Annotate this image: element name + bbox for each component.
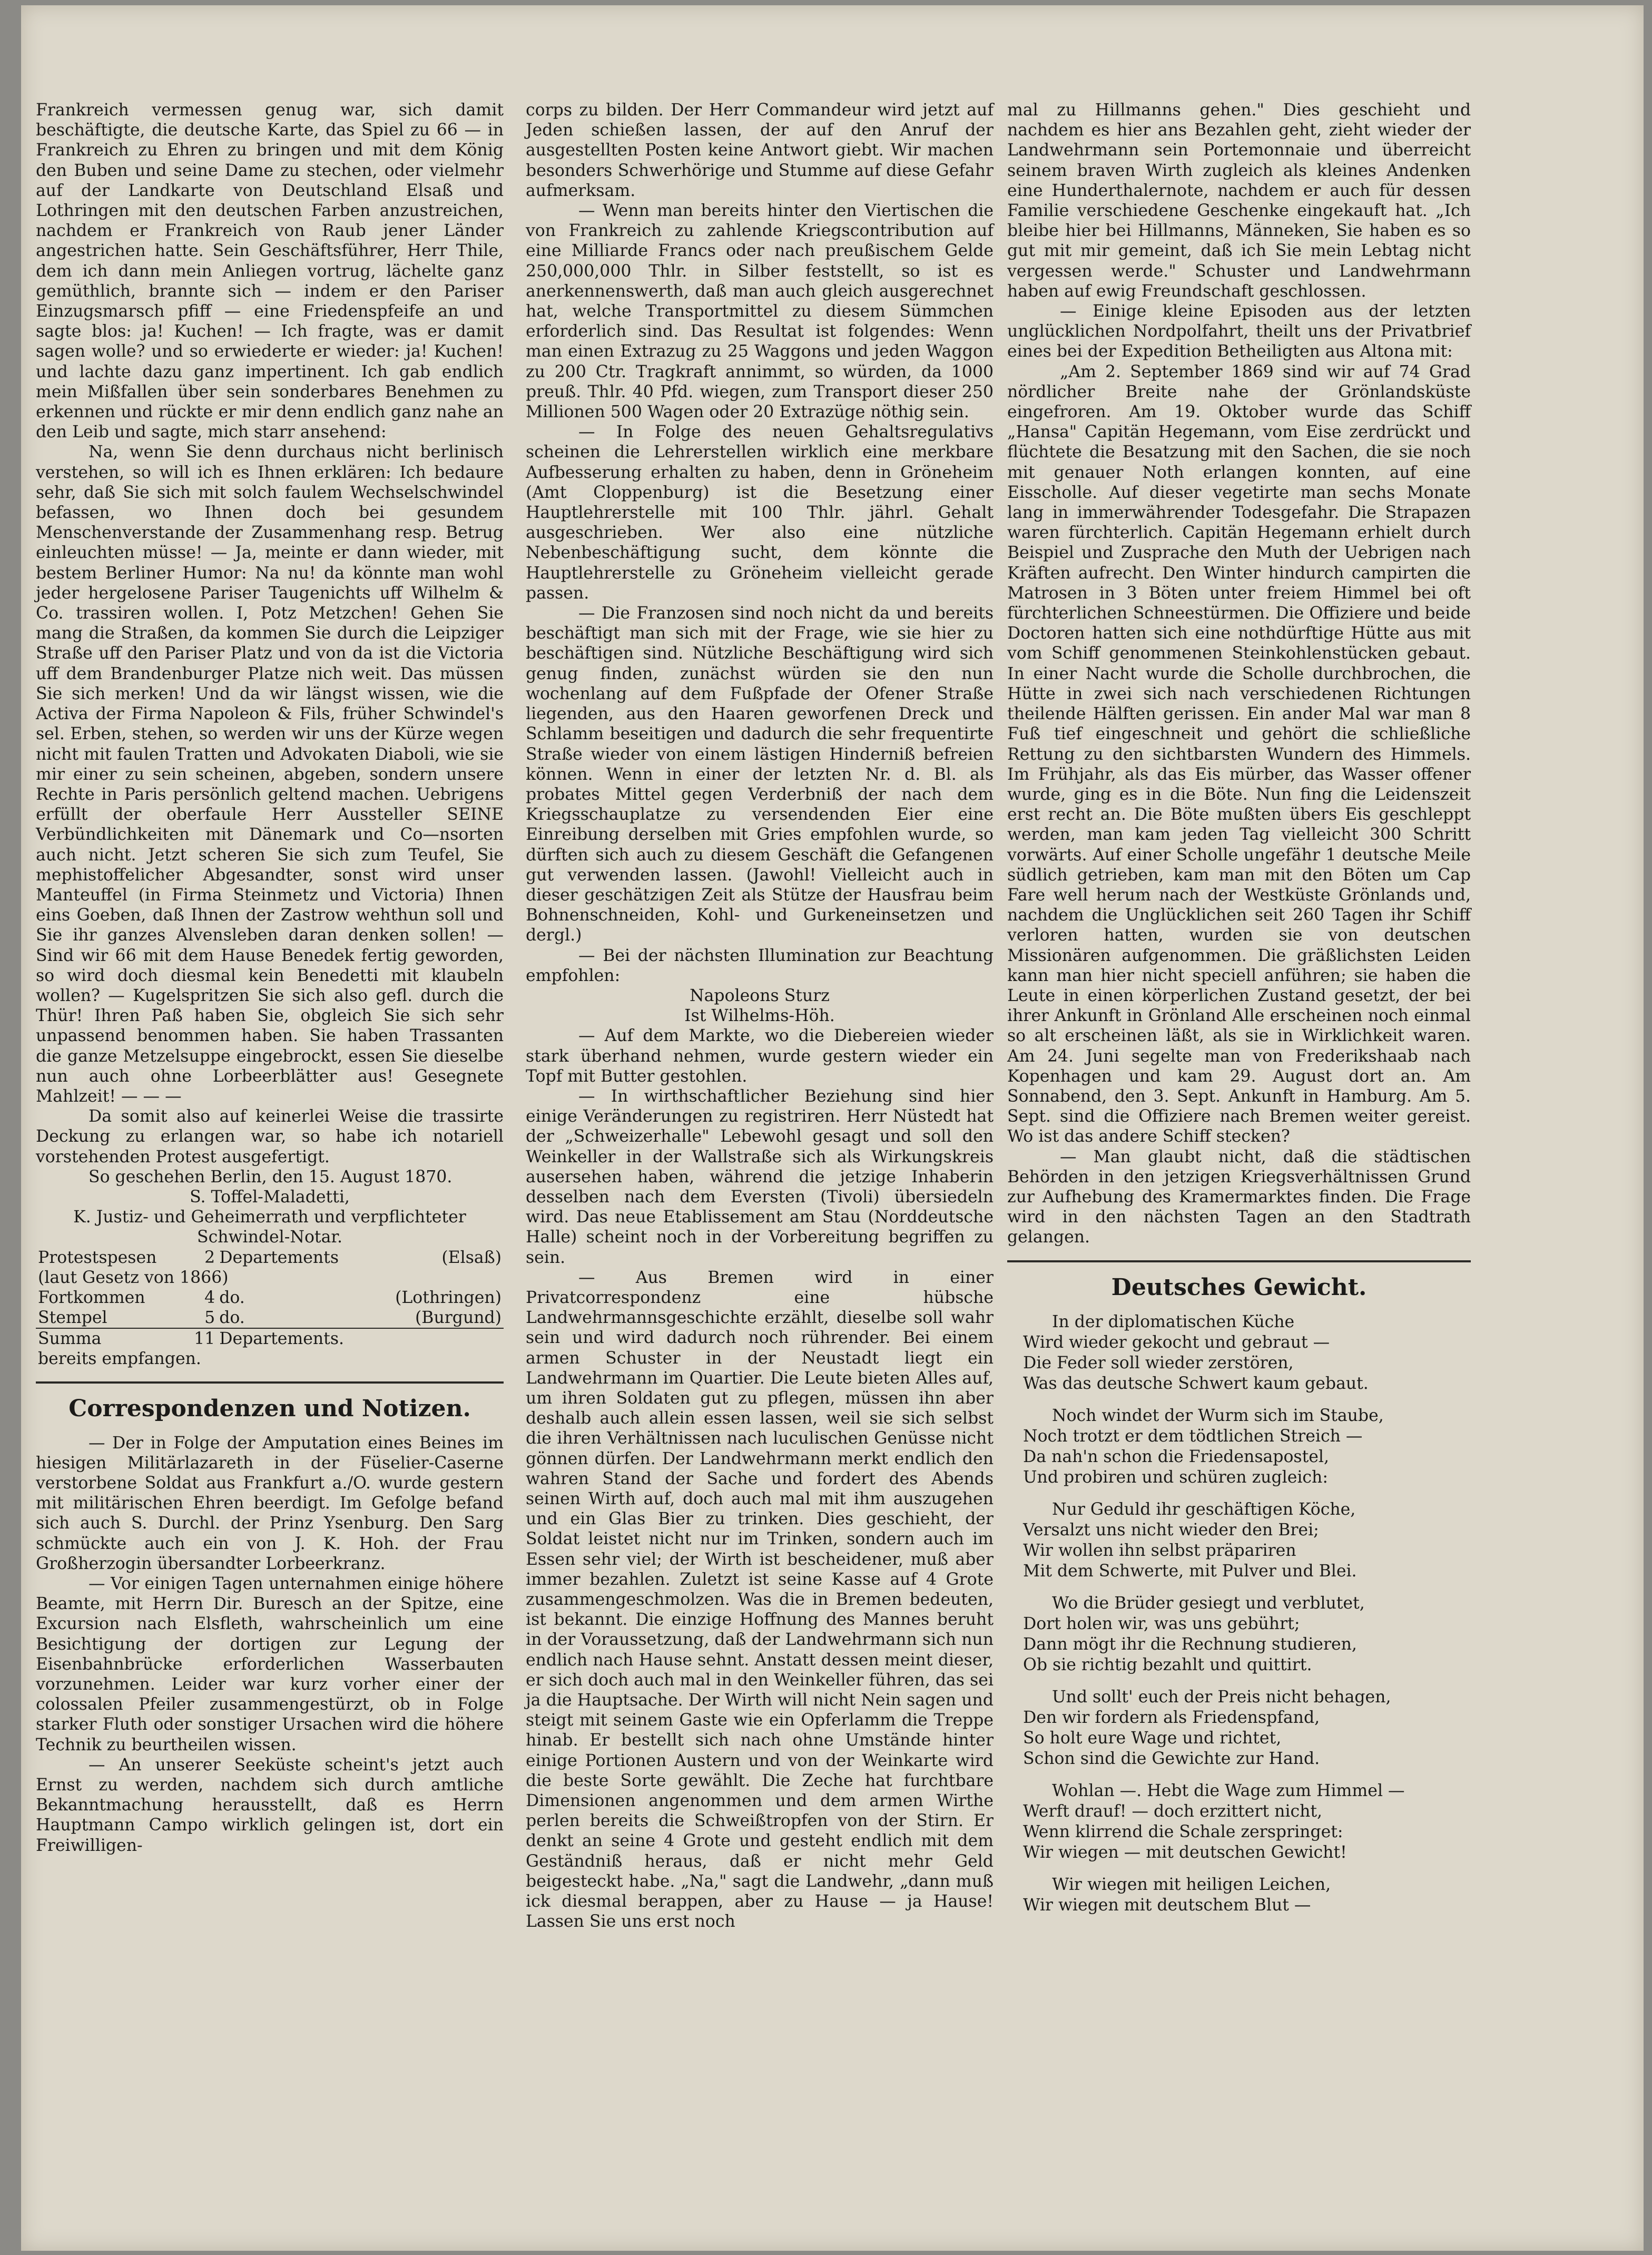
news-item: — Bei der nächsten Illumination zur Beachtung empfohlen: <box>526 946 994 985</box>
cost-note: (laut Gesetz von 1866) <box>38 1268 229 1287</box>
poem-line: Schon sind die Gewichte zur Hand. <box>1023 1749 1320 1768</box>
column-middle <box>526 100 994 1932</box>
news-item: — In wirthschaftlicher Beziehung sind hier einige Veränderungen zu registriren. Herr Nüstedt hat der „Schweizerhalle" Lebewohl gesagt und soll den Weinkeller in der Wallstraße sich als Wirkungskreis ausersehen haben, während die jetzige Inhaberin desselben nach dem Eversten (Tivoli) übersiedeln wird. Das neue Etablissement am Stau (Norddeutsche Halle) scheint noch in der Vorbereitung begriffen zu sein. <box>526 1086 994 1267</box>
place-date-line: So geschehen Berlin, den 15. August 1870. <box>88 1167 453 1187</box>
poem-line: Wir wiegen — mit deutschen Gewicht! <box>1023 1842 1347 1862</box>
signature-name: S. Toffel-Maladetti, <box>190 1187 350 1207</box>
cost-label: Stempel <box>36 1308 186 1328</box>
poem-line: Wo die Brüder gesiegt und verblutet, <box>1052 1593 1365 1613</box>
cost-unit: do. <box>219 1288 245 1307</box>
illumination-line: Ist Wilhelms-Höh. <box>684 1006 835 1026</box>
protest-cost-table <box>36 1248 504 1369</box>
poem-line: Dann mögt ihr die Rechnung studieren, <box>1023 1634 1357 1654</box>
cost-region: (Lothringen) <box>395 1288 502 1307</box>
cost-unit: Departements <box>219 1248 339 1267</box>
poem-stanza <box>1023 1499 1471 1582</box>
section-title: Correspondenzen und Notizen. <box>68 1395 471 1422</box>
cost-number: 5 <box>186 1308 217 1328</box>
cost-unit: do. <box>217 1308 368 1328</box>
poem-stanza <box>1023 1687 1471 1769</box>
news-item: — Der in Folge der Amputation eines Beines im hiesigen Militärlazareth in der Füselier-Caserne verstorbene Soldat aus Frankfurt a./O. wurde gestern mit militärischen Ehren beerdigt. Im Gefolge befand sich auch S. Durchl. der Prinz Ysenburg. Den Sarg schmückte auch ein von J. K. Hoh. der Frau Großherzogin übersandter Lorbeerkranz. <box>36 1433 504 1573</box>
poem-line: In der diplomatischen Küche <box>1052 1312 1295 1331</box>
news-item: — Die Franzosen sind noch nicht da und bereits beschäftigt man sich mit der Frage, wie sie hier zu beschäftigen sind. Nützliche Beschäftigung wird sich genug finden, zunächst würden sie den nun wochenlang auf dem Fußpfade der Ofener Straße liegenden, aus den Haaren geworfenen Dreck und Schlamm beseitigen und dadurch die sehr frequentirte Straße wieder von einem lästigen Hinderniß befreien können. Wenn in einer der letzten Nr. d. Bl. als probates Mittel gegen Verderbniß der nach dem Kriegsschauplatze zu versendenden Eier eine Einreibung derselben mit Gries empfohlen wurde, so dürften sich auch zu diesem Geschäft die Gefangenen gut verwenden lassen. (Jawohl! Vielleicht auch in dieser geschätzigen Zeit als Stütze der Hausfrau beim Bohnenschneiden, Kohl- und Gurkeneinsetzen und dergl.) <box>526 604 994 945</box>
poem-line: Wird wieder gekocht und gebraut — <box>1023 1332 1330 1352</box>
table-row <box>36 1328 504 1349</box>
news-item: — Wenn man bereits hinter den Viertischen die von Frankreich zu zahlende Kriegscontribution auf eine Milliarde Francs oder nach preußischem Gelde 250,000,000 Thlr. in Silber feststellt, so ist es anerkennenswerth, daß man auch gleich ausgerechnet hat, welche Transportmittel zu diesem Sümmchen erforderlich sind. Das Resultat ist folgendes: Wenn man einen Extrazug zu 25 Waggons und jeden Waggon zu 200 Ctr. Tragkraft annimmt, so würden, da 1000 preuß. Thlr. 40 Pfd. wiegen, zum Transport dieser 250 Millionen 500 Wagen oder 20 Extrazüge nöthig sein. <box>526 201 994 422</box>
table-row <box>36 1349 504 1369</box>
poem-line: Wir wiegen mit deutschem Blut — <box>1023 1895 1311 1915</box>
column-left <box>36 100 504 1856</box>
newspaper-page <box>21 5 1644 2251</box>
poem-stanza <box>1023 1312 1471 1394</box>
poem-line: Noch trotzt er dem tödtlichen Streich — <box>1023 1426 1363 1446</box>
cost-number: 2 <box>204 1248 215 1267</box>
poem-line: Nur Geduld ihr geschäftigen Köche, <box>1052 1499 1356 1519</box>
cost-footer: bereits empfangen. <box>38 1349 201 1368</box>
poem-stanza <box>1023 1593 1471 1675</box>
poem-title: Deutsches Gewicht. <box>1111 1273 1367 1301</box>
table-row <box>36 1248 504 1268</box>
cost-number: 11 <box>194 1329 215 1348</box>
cost-unit: Departements. <box>219 1329 345 1348</box>
cost-label: Summa <box>38 1329 102 1348</box>
column-right <box>1007 100 1471 1927</box>
poem <box>1007 1312 1471 1916</box>
news-item: „Am 2. September 1869 sind wir auf 74 Grad nördlicher Breite nahe der Grönlandsküste eingefroren. Am 19. Oktober wurde das Schiff „Hansa" Capitän Hegemann, vom Eise zerdrückt und flüchtete die Besatzung mit den Sachen, die sie noch mit genauer Noth erlangen konnten, auf eine Eisscholle. Auf dieser vegetirte man sechs Monate lang in immerwährender Todesgefahr. Die Strapazen waren fürchterlich. Capitän Hegemann erhielt durch Beispiel und Zusprache den Muth der Uebrigen nach Kräften aufrecht. Den Winter hindurch campirten die Matrosen in 3 Böten unter freiem Himmel bei oft fürchterlichen Schneestürmen. Die Offiziere und beide Doctoren hatten sich eine nothdürftige Hütte aus mit vom Schiff genommenen Steinkohlenstücken gebaut. In einer Nacht wurde die Scholle durchbrochen, die Hütte in zwei sich nach verschiedenen Richtungen theilende Hälften gerissen. Ein ander Mal war man 8 Fuß tief eingeschneit und gehört die schließliche Rettung zu den sichtbarsten Wundern des Himmels. Im Frühjahr, als das Eis mürber, das Wasser offener wurde, ging es in die Böte. Nun fing die Leidenszeit erst recht an. Die Böte mußten übers Eis geschleppt werden, man kam jeden Tag vielleicht 300 Schritt vorwärts. Auf einer Scholle ungefähr 1 deutsche Meile südlich getrieben, kam man mit den Böten um Cap Fare well herum nach der Westküste Grönlands und, nachdem die Unglücklichen seit 260 Tagen ihr Schiff verloren hatten, wurden sie von deutschen Missionären aufgenommen. Die gräßlichsten Leiden kann man hier nicht speciell anführen; sie haben die Leute in einen körperlichen Zustand gesetzt, der bei ihrer Ankunft in Grönland Alle erscheinen noch einmal so alt erscheinen läßt, als sie in Wirklichkeit waren. Am 24. Juni segelte man von Frederikshaab nach Kopenhagen und kam 29. August dort an. Am Sonnabend, den 3. Sept. Ankunft in Hamburg. Am 5. Sept. sind die Offiziere nach Bremen weiter gereist. Wo ist das andere Schiff stecken? <box>1007 362 1471 1146</box>
news-item: — An unserer Seeküste scheint's jetzt auch Ernst zu werden, nachdem sich durch amtliche Bekanntmachung herausstellt, daß es Herrn Hauptmann Campo wirklich gelingen ist, dort ein Freiwilligen- <box>36 1755 504 1855</box>
cost-label: Protestspesen <box>38 1248 157 1267</box>
poem-line: Werft drauf! — doch erzittert nicht, <box>1023 1801 1323 1821</box>
table-row <box>36 1268 504 1288</box>
article-paragraph: Da somit also auf keinerlei Weise die trassirte Deckung zu erlangen war, so habe ich notariell vorstehenden Protest ausgefertigt. <box>36 1107 504 1166</box>
poem-line: Den wir fordern als Friedenspfand, <box>1023 1708 1320 1727</box>
cost-region: (Elsaß) <box>441 1248 502 1267</box>
poem-line: Mit dem Schwerte, mit Pulver und Blei. <box>1023 1561 1357 1581</box>
signature-title: K. Justiz- und Geheimerrath und verpflichteter Schwindel-Notar. <box>73 1208 466 1247</box>
illumination-line: Napoleons Sturz <box>690 986 830 1005</box>
poem-line: Versalzt uns nicht wieder den Brei; <box>1023 1520 1319 1540</box>
cost-label: Fortkommen <box>38 1288 145 1307</box>
article-paragraph: Na, wenn Sie denn durchaus nicht berlinisch verstehen, so will ich es Ihnen erklären: Ich bedaure sehr, daß Sie sich mit solch faulem Wechselschwindel befassen, wo Ihnen doch bei gesundem Menschenverstande der Zusammenhang resp. Betrug einleuchten müsse! — Ja, meinte er dann wieder, mit bestem Berliner Humor: Na nu! da könnte man wohl jeder hergelosene Pariser Taugenichts uff Wilhelm & Co. trassiren wollen. I, Potz Metzchen! Gehen Sie mang die Straßen, da kommen Sie durch die Leipziger Straße uff den Pariser Platz und von da ist die Victoria uff dem Brandenburger Platze nich weit. Das müssen Sie sich merken! Und da wir längst wissen, wie die Activa der Firma Napoleon & Fils, früher Schwindel's sel. Erben, stehen, so werden wir uns der Kürze wegen nicht mit faulen Tratten und Advokaten Diaboli, wie sie mir einer zu sein scheinen, abgeben, sondern unsere Rechte in Paris persönlich geltend machen. Uebrigens erfüllt der oberfaule Herr Aussteller SEINE Verbündlichkeiten mit Dänemark und Co—nsorten auch nicht. Jetzt scheren Sie sich zum Teufel, Sie mephistoffelicher Abgesandter, sonst wird unser Manteuffel (in Firma Steinmetz und Victoria) Ihnen eins Goeben, daß Ihnen der Zastrow wehthun soll und Sie ihr ganzes Alvensleben daran denken sollen! — Sind wir 66 mit dem Hause Benedek fertig geworden, so wird doch diesmal kein Benedetti mit klaubeln wollen? — Kugelspritzen Sie sich also gefl. durch die Thür! Ihren Paß haben Sie, obgleich Sie sich sehr unpassend benommen haben. Sie haben Trassanten die ganze Metzelsuppe eingebrockt, essen Sie dieselbe nun auch ohne Lorbeerblätter aus! Gesegnete Mahlzeit! — — — <box>36 443 504 1106</box>
news-item: corps zu bilden. Der Herr Commandeur wird jetzt auf Jeden schießen lassen, der auf den Anruf der ausgestellten Posten keine Antwort giebt. Wir machen besonders Schwerhörige und Stumme auf diese Gefahr aufmerksam. <box>526 101 994 200</box>
table-row <box>36 1308 504 1328</box>
poem-line: Dort holen wir, was uns gebührt; <box>1023 1614 1300 1633</box>
news-item: — Auf dem Markte, wo die Diebereien wieder stark überhand nehmen, wurde gestern wieder ein Topf mit Butter gestohlen. <box>526 1026 994 1086</box>
poem-stanza <box>1023 1875 1471 1916</box>
poem-line: Wir wollen ihn selbst präpariren <box>1023 1541 1296 1560</box>
cost-region: (Burgund) <box>368 1308 504 1328</box>
news-item: — Einige kleine Episoden aus der letzten unglücklichen Nordpolfahrt, theilt uns der Privatbrief eines bei der Expedition Betheiligten aus Altona mit: <box>1007 302 1471 361</box>
news-item: mal zu Hillmanns gehen." Dies geschieht und nachdem es hier ans Bezahlen geht, zieht wieder der Landwehrmann sein Portemonnaie und überreicht seinem braven Wirth zugleich als kleines Andenken eine Hunderthalernote, nachdem er auch für dessen Familie verschiedene Geschenke eingekauft hat. „Ich bleibe hier bei Hillmanns, Männeken, Sie haben es so gut mit mir gemeint, daß ich Sie mein Lebtag nicht vergessen werde." Schuster und Landwehrmann haben auf ewig Freundschaft geschlossen. <box>1007 101 1471 301</box>
poem-line: Wenn klirrend die Schale zerspringet: <box>1023 1822 1343 1841</box>
section-divider <box>1007 1260 1471 1262</box>
news-item: — Man glaubt nicht, daß die städtischen Behörden in den jetzigen Kriegsverhältnissen Grund zur Aufhebung des Kramermarktes finden. Die Frage wird in den nächsten Tagen an den Stadtrath gelangen. <box>1007 1147 1471 1247</box>
poem-line: Die Feder soll wieder zerstören, <box>1023 1353 1294 1372</box>
poem-line: Und sollt' euch der Preis nicht behagen, <box>1052 1687 1391 1707</box>
poem-stanza <box>1023 1406 1471 1488</box>
table-row <box>36 1288 504 1308</box>
poem-line: Da nah'n schon die Friedensapostel, <box>1023 1447 1329 1466</box>
section-divider <box>36 1381 504 1384</box>
poem-line: Wir wiegen mit heiligen Leichen, <box>1052 1875 1331 1894</box>
cost-number: 4 <box>204 1288 215 1307</box>
poem-line: Was das deutsche Schwert kaum gebaut. <box>1023 1374 1369 1393</box>
poem-stanza <box>1023 1781 1471 1863</box>
article-paragraph: Frankreich vermessen genug war, sich damit beschäftigte, die deutsche Karte, das Spiel zu 66 — in Frankreich zu Ehren zu bringen und mit dem König den Buben und seine Dame zu stechen, oder vielmehr auf der Landkarte von Deutschland Elsaß und Lothringen mit den deutschen Farben anzustreichen, nachdem er Frankreich von Raub jener Länder angestrichen hatte. Sein Geschäftsführer, Herr Thile, dem ich dann mein Anliegen vortrug, lächelte ganz gemüthlich, brannte sich — indem er den Pariser Einzugsmarsch pfiff — eine Friedenspfeife an und sagte blos: ja! Kuchen! — Ich fragte, was er damit sagen wolle? und so erwiederte er wieder: ja! Kuchen! und lachte dazu ganz impertinent. Ich gab endlich mein Mißfallen über sein sonderbares Benehmen zu erkennen und rückte er mir denn endlich ganz nahe an den Leib und sagte, mich starr ansehend: <box>36 101 504 442</box>
news-item: — Aus Bremen wird in einer Privatcorrespondenz eine hübsche Landwehrmannsgeschichte erzählt, dieselbe soll wahr sein und wird dadurch noch rührender. Bei einem armen Schuster in der Neustadt liegt ein Landwehrmann im Quartier. Die Leute bieten Alles auf, um ihren Soldaten gut zu pflegen, müssen ihn aber deshalb auch allein essen lassen, weil sie sich selbst die ihren Verhältnissen nach luculischen Genüsse nicht gönnen dürfen. Der Landwehrmann merkt endlich den wahren Stand der Sache und fordert des Abends seinen Wirth auf, doch auch mal mit ihm auszugehen und ein Glas Bier zu trinken. Dies geschieht, der Soldat leistet nicht nur im Trinken, sondern auch im Essen sehr viel; der Wirth ist bescheidener, muß aber immer bezahlen. Zuletzt ist seine Kasse auf 4 Grote zusammengeschmolzen. Was die in Bremen bedeuten, ist bekannt. Die einzige Hoffnung des Mannes beruht in der Voraussetzung, daß der Landwehrmann sich nun endlich nach Hause sehnt. Anstatt dessen meint dieser, er sich doch auch mal in den Weinkeller führen, das sei ja die Hauptsache. Der Wirth will nicht Nein sagen und steigt mit seinem Gaste wie ein Opferlamm die Treppe hinab. Er bestellt sich nach ohne Umstände hinter einige Portionen Austern und von der Weinkarte wird die beste Sorte gewählt. Die Zeche hat furchtbare Dimensionen angenommen und dem armen Wirthe perlen bereits die Schweißtropfen von der Stirn. Er denkt an seine 4 Grote und gesteht endlich mit dem Geständniß heraus, daß er nicht mehr Geld beigesteckt habe. „Na," sagt die Landwehr, „dann muß ick diesmal berappen, aber zu Hause — ja Hause! Lassen Sie uns erst noch <box>526 1268 994 1932</box>
news-item: — Vor einigen Tagen unternahmen einige höhere Beamte, mit Herrn Dir. Buresch an der Spitze, eine Excursion nach Elsfleth, wahrscheinlich um eine Besichtigung der dortigen zur Legung der Eisenbahnbrücke erforderlichen Wasserbauten vorzunehmen. Leider war kurz vorher einer der colossalen Pfeiler zusammengestürzt, ob in Folge starker Fluth oder sonstiger Ursachen wird die höhere Technik zu beurtheilen wissen. <box>36 1574 504 1754</box>
poem-line: Und probiren und schüren zugleich: <box>1023 1467 1328 1487</box>
poem-line: So holt eure Wage und richtet, <box>1023 1728 1282 1748</box>
news-item: — In Folge des neuen Gehaltsregulativs scheinen die Lehrerstellen wirklich eine merkbare Aufbesserung erhalten zu haben, denn in Gröneheim (Amt Cloppenburg) ist die Besetzung einer Hauptlehrerstelle mit 100 Thlr. jährl. Gehalt ausgeschrieben. Wer also eine nützliche Nebenbeschäftigung sucht, dem könnte die Hauptlehrerstelle zu Gröneheim vielleicht gerade passen. <box>526 423 994 603</box>
poem-line: Noch windet der Wurm sich im Staube, <box>1052 1406 1384 1425</box>
poem-line: Wohlan —. Hebt die Wage zum Himmel — <box>1052 1781 1405 1800</box>
poem-line: Ob sie richtig bezahlt und quittirt. <box>1023 1655 1312 1674</box>
